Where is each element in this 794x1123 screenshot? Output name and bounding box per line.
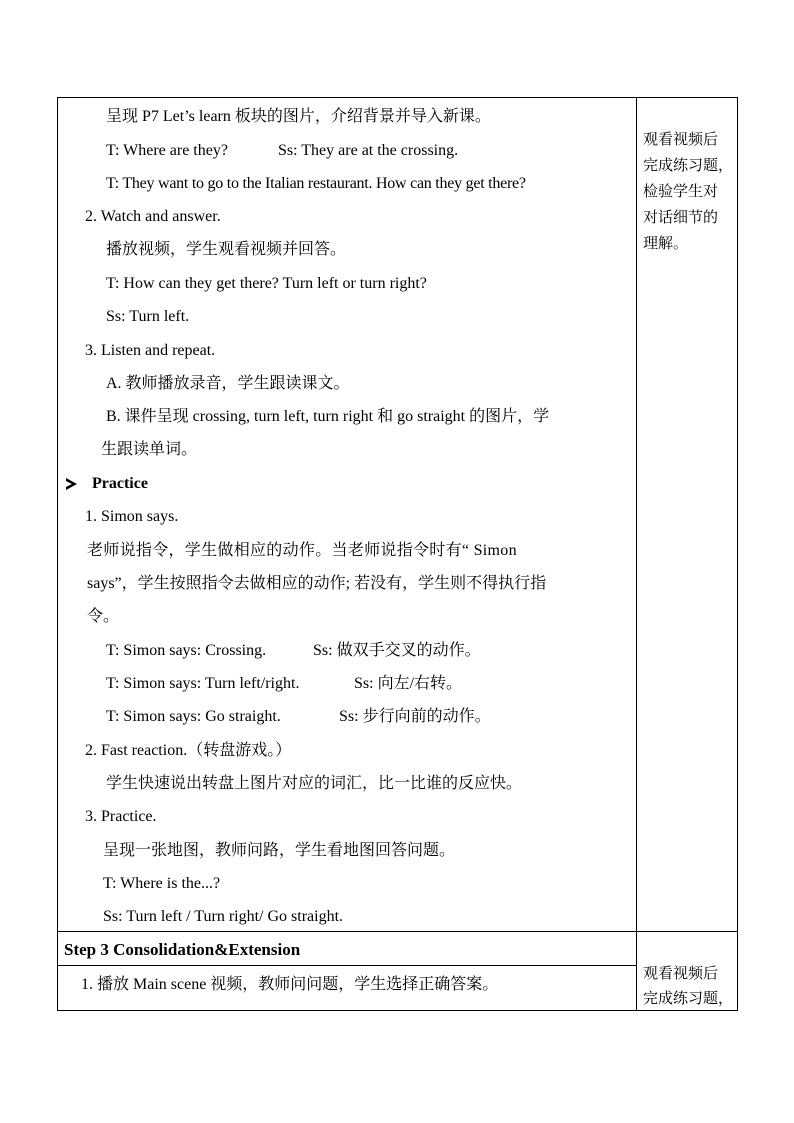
- side-note-line: 对话细节的: [643, 210, 719, 226]
- practice-heading: Practice: [92, 475, 148, 492]
- step-fast-reaction: 2. Fast reaction.（转盘游戏。）: [85, 742, 292, 759]
- watch-instruction: 播放视频，学生观看视频并回答。: [106, 241, 347, 258]
- simon-says-rule-1: 老师说指令，学生做相应的动作。当老师说指令时有“ Simon: [87, 542, 517, 559]
- side-note-2-line: 完成练习题，: [643, 991, 734, 1007]
- simon-says-rule-3: 令。: [87, 608, 120, 625]
- step-practice: 3. Practice.: [85, 808, 157, 825]
- row-divider-heading: [57, 965, 637, 966]
- dialog-teacher-1: T: Where are they?: [106, 142, 228, 159]
- practice-instruction: 呈现一张地图，教师问路，学生看地图回答问题。: [103, 842, 456, 859]
- dialog-students-3: Ss: Turn left.: [106, 308, 190, 325]
- intro-line: 呈现 P7 Let’s learn 板块的图片，介绍背景并导入新课。: [106, 108, 491, 125]
- table-border-right: [737, 97, 738, 1011]
- side-note-line: 理解。: [643, 236, 689, 252]
- fast-reaction-instruction: 学生快速说出转盘上图片对应的词汇，比一比谁的反应快。: [106, 775, 523, 792]
- row-divider-step3: [57, 931, 738, 932]
- bullet-arrow-icon: [66, 478, 77, 490]
- listen-item-b-continued: 生跟读单词。: [101, 441, 198, 458]
- step3-heading: Step 3 Consolidation&Extension: [64, 940, 301, 959]
- table-column-divider: [636, 97, 637, 1011]
- side-note-line: 检验学生对: [643, 184, 719, 200]
- side-note-line: 观看视频后: [643, 132, 719, 148]
- table-border-bottom: [57, 1010, 738, 1011]
- simon-teacher-3: T: Simon says: Go straight.: [106, 708, 281, 725]
- dialog-students-1: Ss: They are at the crossing.: [278, 142, 459, 159]
- listen-item-b: B. 课件呈现 crossing, turn left, turn right 和 go straight 的图片，学: [106, 408, 550, 425]
- simon-teacher-2: T: Simon says: Turn left/right.: [106, 675, 300, 692]
- practice-students-answer: Ss: Turn left / Turn right/ Go straight.: [103, 908, 344, 925]
- simon-students-1: Ss: 做双手交叉的动作。: [313, 642, 481, 659]
- listen-item-a: A. 教师播放录音，学生跟读课文。: [106, 375, 350, 392]
- simon-teacher-1: T: Simon says: Crossing.: [106, 642, 267, 659]
- side-note-2-line: 观看视频后: [643, 966, 719, 982]
- table-border-left: [57, 97, 58, 1011]
- step3-item-1: 1. 播放 Main scene 视频，教师问问题，学生选择正确答案。: [81, 976, 499, 993]
- practice-teacher-question: T: Where is the...?: [103, 875, 221, 892]
- simon-students-3: Ss: 步行向前的动作。: [339, 708, 491, 725]
- step-listen-and-repeat: 3. Listen and repeat.: [85, 342, 216, 359]
- dialog-teacher-2: T: They want to go to the Italian restaurant. How can they get there?: [106, 175, 526, 192]
- simon-students-2: Ss: 向左/右转。: [354, 675, 463, 692]
- dialog-teacher-3: T: How can they get there? Turn left or turn right?: [106, 275, 427, 292]
- side-note-line: 完成练习题，: [643, 158, 734, 174]
- step-simon-says: 1. Simon says.: [85, 508, 179, 525]
- simon-says-rule-2: says”，学生按照指令去做相应的动作; 若没有，学生则不得执行指: [87, 575, 547, 592]
- step-watch-and-answer: 2. Watch and answer.: [85, 208, 221, 225]
